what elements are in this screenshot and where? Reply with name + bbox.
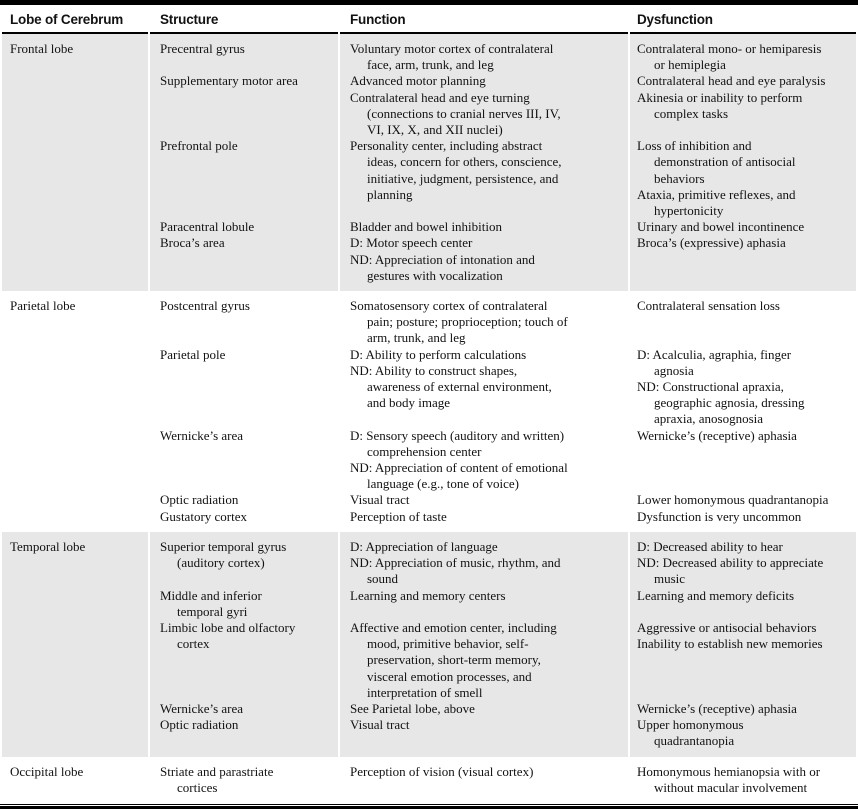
text-line: Frontal lobe [10,41,74,56]
dysfunction-cell [630,73,856,138]
text-line: Voluntary motor cortex of contralateral [350,41,554,56]
cell-entry [637,539,854,555]
cell-entry [160,428,334,444]
text-line: Personality center, including abstract [350,138,543,154]
structure-cell [150,219,338,235]
text-line: demonstration of antisocial [654,154,796,170]
text-line: Wernicke’s area [160,427,244,443]
function-cell [340,428,628,493]
text-line: Optic radiation [160,717,239,733]
text-line: sound [367,571,399,587]
cell-entry [10,764,144,780]
cell-entry [637,555,854,587]
text-line: (connections to cranial nerves III, IV, [367,105,561,121]
function-cell [340,492,628,508]
dysfunction-cell [630,219,856,235]
cell-entry [350,41,624,73]
cell-entry [160,717,334,733]
text-line: arm, trunk, and leg [367,330,466,346]
text-line: ND: Constructional apraxia, [637,379,784,395]
cell-entry [637,636,854,652]
text-line: Prefrontal pole [160,138,238,154]
structure-cell [150,34,338,73]
cell-entry [350,539,624,555]
text-line: (auditory cortex) [177,555,265,571]
text-line: pain; posture; proprioception; touch of [367,314,568,330]
dysfunction-cell [630,492,856,508]
text-line: ND: Ability to construct shapes, [350,362,518,378]
function-cell [340,509,628,532]
cell-entry [350,555,624,587]
cell-entry [160,298,334,314]
text-line: D: Sensory speech (auditory and written) [350,427,565,443]
cell-entry [637,764,854,796]
cell-entry [350,588,624,604]
dysfunction-cell [630,291,856,347]
function-cell [340,347,628,428]
dysfunction-cell [630,138,856,219]
cell-entry [160,219,334,235]
cell-entry [160,764,334,796]
cell-entry [637,235,854,251]
cell-entry [10,41,144,57]
dysfunction-cell [630,532,856,588]
text-line: D: Acalculia, agraphia, finger [637,346,792,362]
text-line: Learning and memory centers [350,587,506,603]
cell-entry [637,219,854,235]
cell-entry [350,298,624,347]
text-line: agnosia [654,362,694,378]
text-line: Parietal pole [160,346,226,362]
text-line: VI, IX, X, and XII nuclei) [367,122,503,138]
lobe-cell [2,34,148,291]
structure-cell [150,588,338,620]
text-line: Optic radiation [160,492,239,508]
cell-entry [637,41,854,73]
cell-entry [160,347,334,363]
text-line: Wernicke’s (receptive) aphasia [637,427,797,443]
text-line: Temporal lobe [10,538,86,554]
text-line: Wernicke’s (receptive) aphasia [637,700,797,716]
text-line: Wernicke’s area [160,700,244,716]
cell-entry [637,73,854,89]
dysfunction-cell [630,701,856,717]
text-line: Gustatory cortex [160,508,248,524]
text-line: preservation, short-term memory, [367,652,541,668]
text-line: Paracentral lobule [160,219,255,235]
function-cell [340,235,628,291]
cell-entry [637,138,854,187]
cell-entry [350,138,624,203]
structure-cell [150,291,338,347]
structure-cell [150,620,338,701]
cell-entry [160,539,334,571]
column-header-function: Function [340,5,628,34]
column-header-lobe: Lobe of Cerebrum [2,5,148,34]
cell-entry [160,509,334,525]
text-line: Dysfunction is very uncommon [637,508,802,524]
structure-cell [150,428,338,493]
cell-entry [637,620,854,636]
structure-cell [150,347,338,428]
text-line: cortices [177,779,218,795]
text-line: Homonymous hemianopsia with or [637,763,821,779]
text-line: awareness of external environment, [367,379,552,395]
dysfunction-cell [630,620,856,701]
cell-entry [10,298,144,314]
table-bottom-thin-rule [0,804,858,805]
cell-entry [637,90,854,122]
function-cell [340,73,628,138]
text-line: Parietal lobe [10,298,76,314]
text-line: Ataxia, primitive reflexes, and [637,186,796,202]
dysfunction-cell [630,588,856,620]
cerebrum-lobes-table [0,5,858,803]
text-line: Broca’s (expressive) aphasia [637,235,786,251]
text-line: Bladder and bowel inhibition [350,219,503,235]
text-line: Lower homonymous quadrantanopia [637,492,829,508]
text-line: Contralateral mono- or hemiparesis [637,41,822,56]
function-cell [340,620,628,701]
text-line: Perception of taste [350,508,447,524]
cell-entry [350,73,624,89]
text-line: Loss of inhibition and [637,138,752,154]
cell-entry [10,539,144,555]
column-header-dysfunction: Dysfunction [630,5,856,34]
function-cell [340,532,628,588]
cell-entry [350,363,624,412]
cell-entry [637,187,854,219]
text-line: ND: Appreciation of content of emotional [350,460,568,476]
cell-entry [350,219,624,235]
text-line: gestures with vocalization [367,267,503,283]
text-line: ND: Decreased ability to appreciate [637,555,824,571]
dysfunction-cell [630,509,856,532]
text-line: ND: Appreciation of intonation and [350,251,535,267]
text-line: Urinary and bowel incontinence [637,219,805,235]
text-line: apraxia, anosognosia [654,411,764,427]
cell-entry [350,235,624,251]
text-line: cortex [177,636,210,652]
text-line: behaviors [654,170,705,186]
cell-entry [637,509,854,525]
dysfunction-cell [630,347,856,428]
cell-entry [350,701,624,717]
cell-entry [637,347,854,379]
text-line: Supplementary motor area [160,73,298,89]
lobe-cell [2,532,148,757]
cell-entry [350,347,624,363]
table-header [2,5,856,34]
text-line: comprehension center [367,443,482,459]
function-cell [340,701,628,717]
function-cell [340,219,628,235]
function-cell [340,291,628,347]
text-line: temporal gyri [177,603,248,619]
text-line: Advanced motor planning [350,73,486,89]
cell-entry [637,379,854,428]
text-line: interpretation of smell [367,684,483,700]
text-line: Upper homonymous [637,717,744,733]
cell-entry [160,235,334,251]
cell-entry [160,41,334,57]
function-cell [340,717,628,756]
text-line: Superior temporal gyrus [160,538,287,554]
text-line: music [654,571,686,587]
cell-entry [637,428,854,444]
cell-entry [350,492,624,508]
text-line: Learning and memory deficits [637,587,795,603]
text-line: Inability to establish new memories [637,636,823,652]
text-line: complex tasks [654,105,729,121]
cell-entry [350,252,624,284]
text-line: Striate and parastriate [160,763,274,779]
text-line: Contralateral sensation loss [637,298,780,314]
cell-entry [637,717,854,749]
structure-cell [150,717,338,756]
cell-entry [350,509,624,525]
cell-entry [160,620,334,652]
text-line: hypertonicity [654,203,724,219]
text-line: Akinesia or inability to perform [637,89,803,105]
function-cell [340,34,628,73]
cell-entry [350,717,624,733]
cell-entry [637,298,854,314]
cell-entry [350,428,624,460]
text-line: Postcentral gyrus [160,298,250,314]
cell-entry [160,588,334,620]
text-line: Perception of vision (visual cortex) [350,763,534,779]
text-line: Visual tract [350,492,410,508]
dysfunction-cell [630,235,856,291]
cell-entry [350,620,624,701]
text-line: quadrantanopia [654,733,735,749]
structure-cell [150,138,338,219]
text-line: See Parietal lobe, above [350,700,475,716]
cell-entry [160,138,334,154]
text-line: without macular involvement [654,779,808,795]
text-line: Visual tract [350,717,410,733]
cell-entry [160,492,334,508]
text-line: Contralateral head and eye turning [350,89,530,105]
function-cell [340,588,628,620]
table-body [2,34,856,803]
table-bottom-rule [0,806,858,809]
dysfunction-cell [630,428,856,493]
text-line: Occipital lobe [10,763,84,779]
structure-cell [150,492,338,508]
text-line: visceral emotion processes, and [367,668,532,684]
text-line: Broca’s area [160,235,225,251]
function-cell [340,138,628,219]
text-line: Aggressive or antisocial behaviors [637,619,817,635]
cell-entry [637,492,854,508]
text-line: D: Motor speech center [350,235,473,251]
cell-entry [160,701,334,717]
dysfunction-cell [630,717,856,756]
text-line: or hemiplegia [654,57,726,73]
table-row [2,291,856,347]
text-line: and body image [367,395,451,411]
column-header-structure: Structure [150,5,338,34]
header-row [2,5,856,34]
text-line: face, arm, trunk, and leg [367,57,494,73]
text-line: Precentral gyrus [160,41,245,56]
table-row [2,532,856,588]
cell-entry [350,460,624,492]
text-line: D: Decreased ability to hear [637,538,783,554]
dysfunction-cell [630,34,856,73]
cell-entry [637,701,854,717]
cell-entry [160,73,334,89]
text-line: geographic agnosia, dressing [654,395,805,411]
text-line: D: Appreciation of language [350,538,498,554]
structure-cell [150,701,338,717]
text-line: initiative, judgment, persistence, and [367,170,559,186]
text-line: mood, primitive behavior, self- [367,636,529,652]
text-line: Limbic lobe and olfactory [160,619,296,635]
text-line: Middle and inferior [160,587,262,603]
structure-cell [150,532,338,588]
text-line: ideas, concern for others, conscience, [367,154,562,170]
structure-cell [150,235,338,291]
text-line: Somatosensory cortex of contralateral [350,298,548,314]
text-line: D: Ability to perform calculations [350,346,527,362]
table-row [2,34,856,73]
lobe-cell [2,291,148,532]
cell-entry [350,764,624,780]
structure-cell [150,73,338,138]
structure-cell [150,509,338,532]
text-line: Affective and emotion center, including [350,619,557,635]
cell-entry [637,588,854,604]
cell-entry [350,90,624,139]
text-line: ND: Appreciation of music, rhythm, and [350,555,561,571]
text-line: planning [367,186,413,202]
text-line: Contralateral head and eye paralysis [637,73,826,89]
text-line: language (e.g., tone of voice) [367,476,519,492]
